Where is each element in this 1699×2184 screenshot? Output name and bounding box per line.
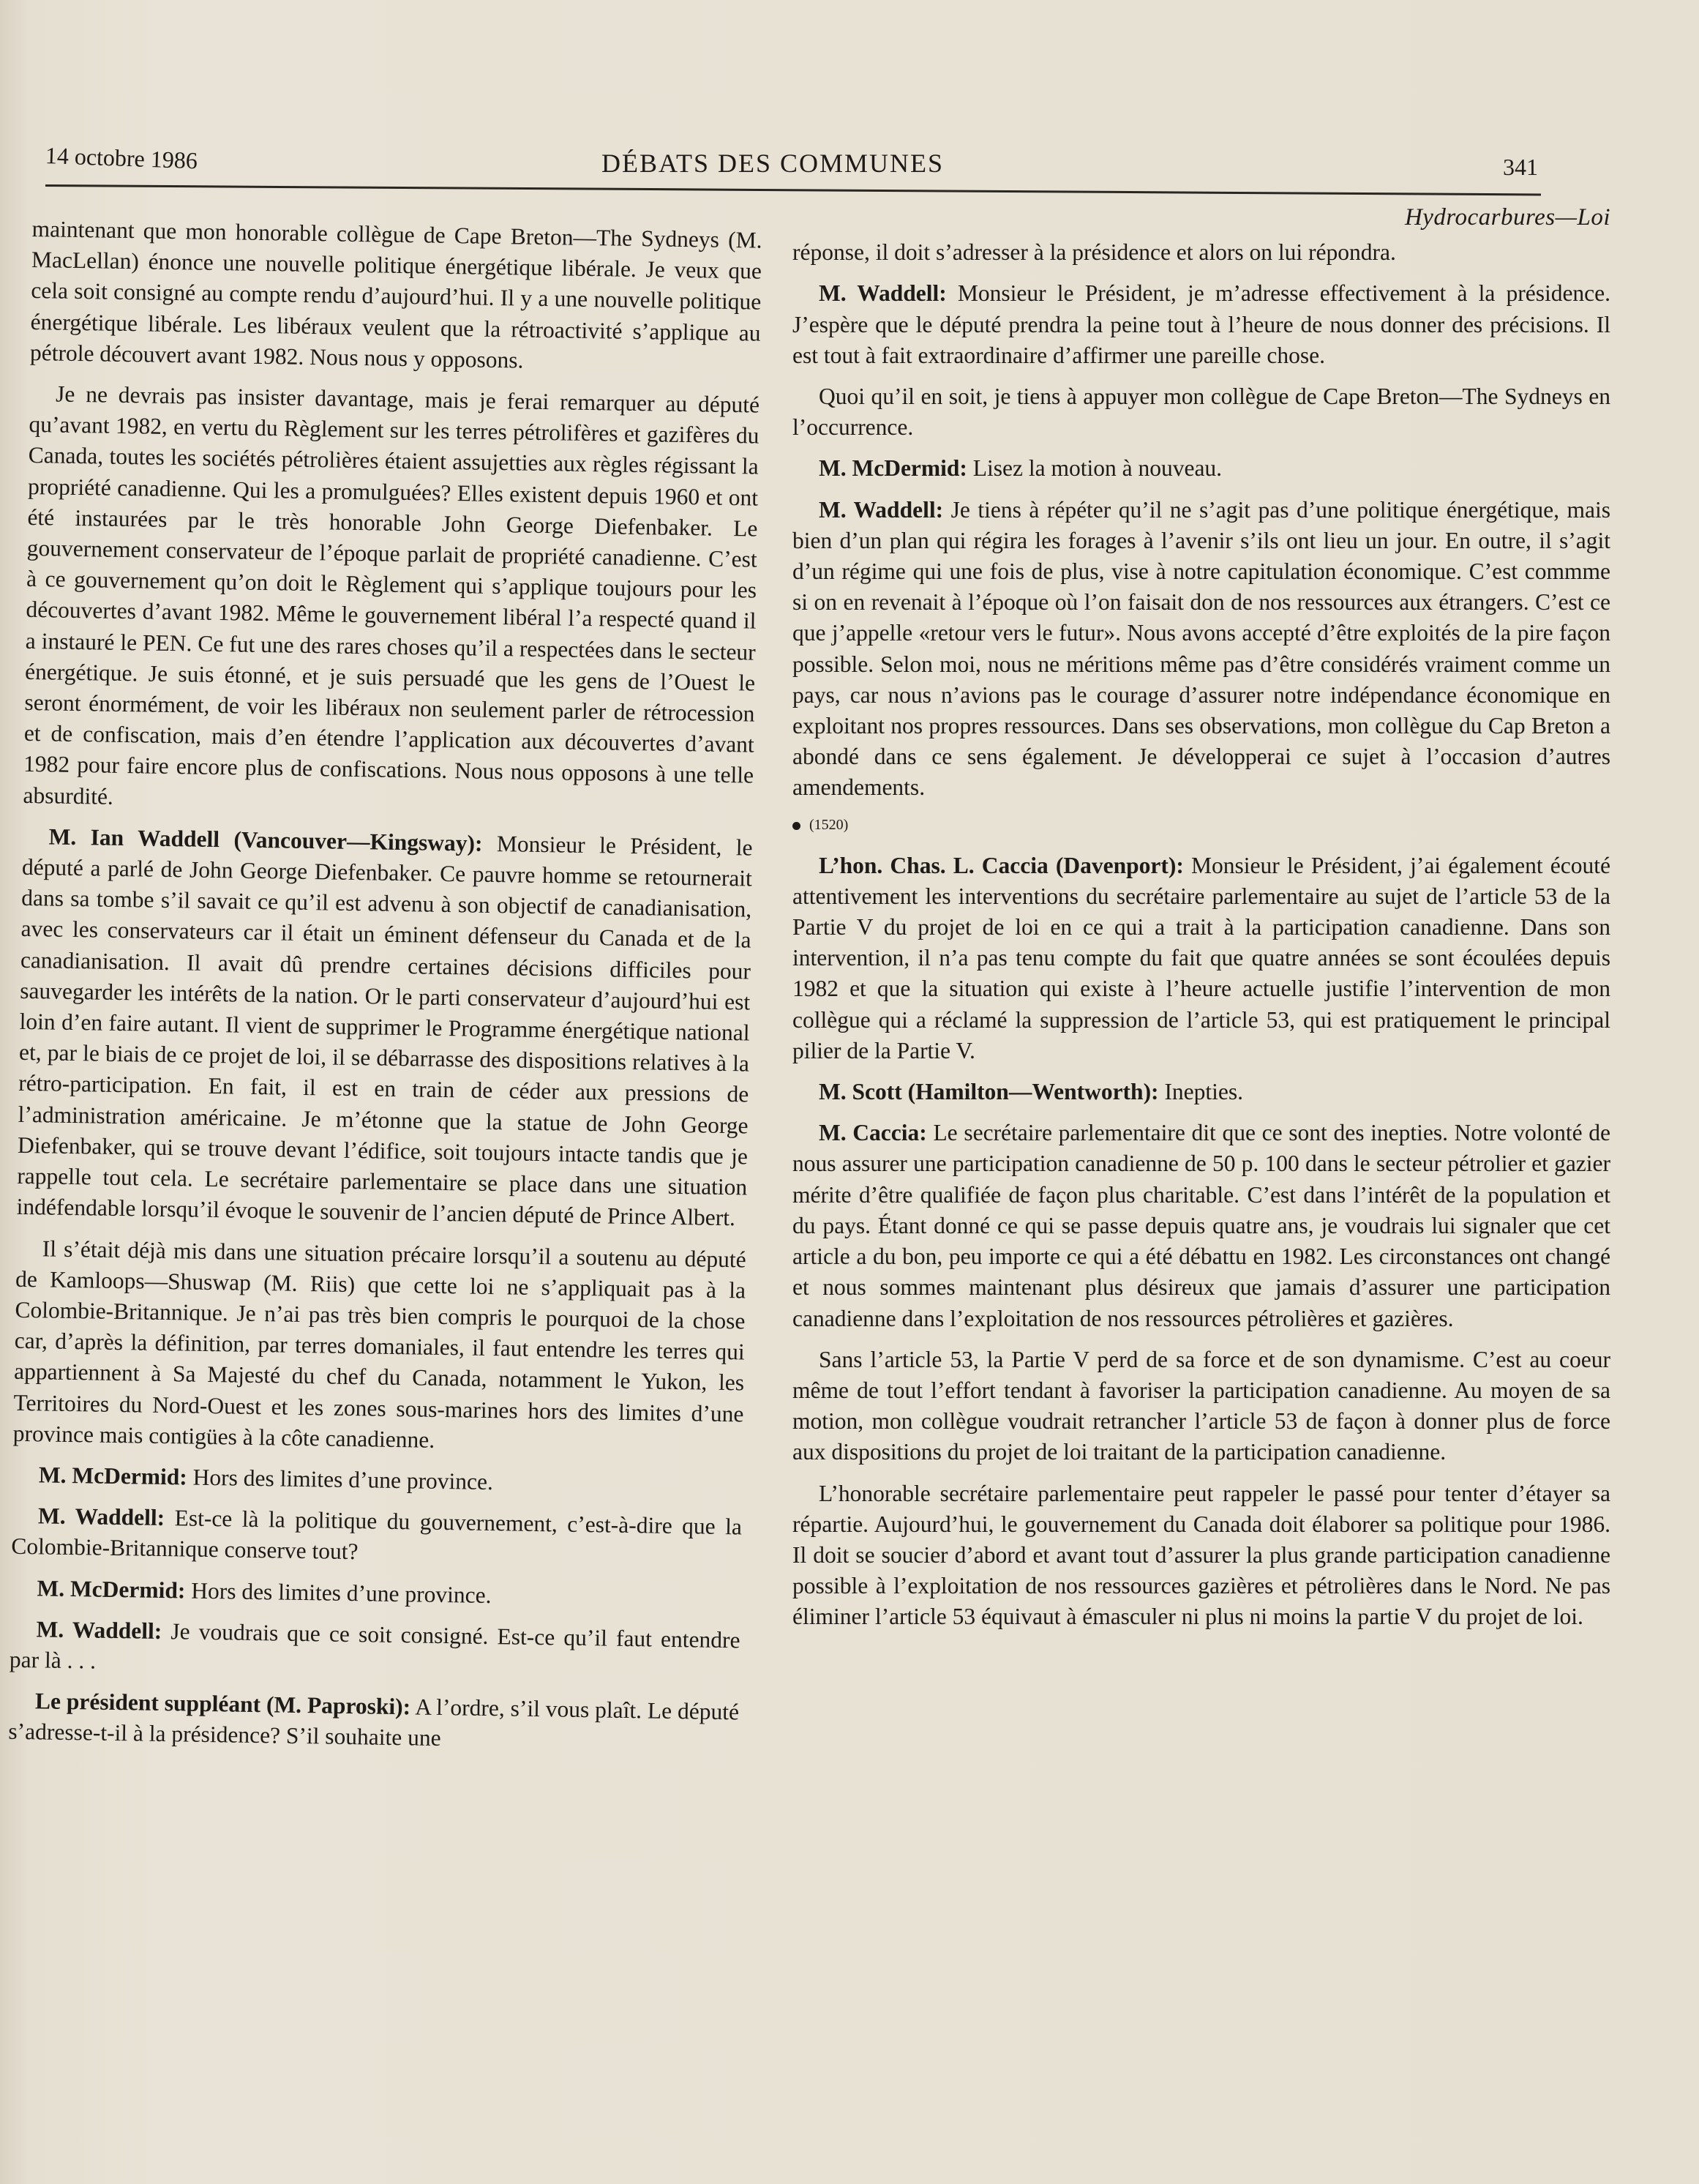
speaker-name: M. Scott (Hamilton—Wentworth): — [819, 1079, 1159, 1105]
speaker-name: M. Ian Waddell (Vancouver—Kingsway): — [48, 823, 483, 856]
speaker-name: M. McDermid: — [819, 455, 967, 482]
paragraph — [10, 1613, 740, 1686]
paragraph-text: Quoi qu’il en soit, je tiens à appuyer mon collègue de Cape Breton—The Sydneys en l’occurrence. — [792, 384, 1610, 441]
right-column-part-a — [792, 237, 1610, 803]
paragraph — [23, 378, 760, 822]
paragraph — [792, 278, 1610, 371]
right-column-part-b — [792, 850, 1610, 1633]
paragraph-text: Hors des limites d’une province. — [192, 1464, 494, 1495]
paragraph — [792, 1077, 1610, 1107]
page-number: 341 — [1503, 154, 1538, 180]
paragraph-text: L’honorable secrétaire parlementaire peut rappeler le passé pour tenter d’étayer sa répartie. Aujourd’hui, le gouvernement du Canada doit élaborer sa politique pour 1986. Il doit se soucier d’abord et avant tout d’assurer la plus grande participation canadienne possible à l’exploitation de nos ressources gazières et pétrolières dans le Nord. Ne pas éliminer l’article 53 équivaut à émasculer ni plus ni moins la partie V du projet de loi. — [792, 1480, 1610, 1630]
paragraph-text: Je tiens à répéter qu’il ne s’agit pas d’une politique énergétique, mais bien d’un plan qui régira les forages à l’avenir s’ils ont lieu un jour. En outre, il s’agit d’un régime qui une fois de plus, vise à notre capitulation économique. C’est commme si on en revenait à l’époque où l’on faisait don de nos ressources aux étrangers. C’est ce que j’appelle «retour vers le futur». Nous avons accepté d’être exploités de la pire façon possible. Selon moi, nous ne méritions même pas d’être considérés vraiment comme un pays, car nous n’avions pas le courage d’assurer notre indépendance économique en exploitant nos propres ressources. Dans ses observations, mon collègue du Cap Breton a abondé dans ce sens également. Je développerai ce sujet à l’occasion d’autres amendements. — [792, 496, 1611, 801]
paragraph-text: Je voudrais que ce soit consigné. Est-ce qu’il faut entendre par là . . . — [9, 1618, 740, 1674]
running-head — [45, 136, 1538, 187]
paragraph — [30, 214, 762, 380]
speaker-name: L’hon. Chas. L. Caccia (Davenport): — [819, 852, 1184, 878]
paragraph — [8, 1686, 739, 1759]
header-title: DÉBATS DES COMMUNES — [601, 149, 945, 178]
paragraph — [792, 1478, 1610, 1633]
paragraph-text: Il s’était déjà mis dans une situation précaire lorsqu’il a soutenu au député de Kamloops—Shuswap (M. Riis) que cette loi ne s’appliquait pas à la Colombie-Britannique. Je n’ai pas très bien compris le pourquoi de la chose car, d’après la définition, par terres domaniales, il faut entendre les terres qui appartiennent à Sa Majesté du chef du Canada, notamment le Yukon, les Territoires du Nord-Ouest et les zones sous-marines hors des limites d’une province mais contigües à la côte canadienne. — [12, 1235, 746, 1453]
paragraph-text: maintenant que mon honorable collègue de Cape Breton—The Sydneys (M. MacLellan) énonce une nouvelle politique énergétique libérale. Je veux que cela soit consigné au compte rendu d’aujourd’hui. Il y a une nouvelle politique énergétique libérale. Les libéraux veulent que la rétroactivité s’applique au pétrole découvert avant 1982. Nous nous y opposons. — [29, 215, 762, 373]
speaker-name: M. Caccia: — [819, 1120, 927, 1146]
paragraph — [792, 1118, 1610, 1334]
paragraph-text: Monsieur le Président, je m’adresse effectivement à la présidence. J’espère que le député prendra la peine tout à l’heure de nous donner des précisions. Il est tout à fait extraordinaire d’affirmer une pareille chose. — [792, 280, 1611, 368]
paragraph — [792, 381, 1610, 443]
speaker-name: Le président suppléant (M. Paproski): — [34, 1688, 411, 1720]
paragraph — [16, 821, 752, 1234]
paragraph-text: Sans l’article 53, la Partie V perd de sa force et de son dynamisme. C’est au coeur même de tout l’effort tendant à favoriser la participation canadienne. Au moyen de sa motion, mon collègue voudrait retrancher l’article 53 de façon à donner plus de force aux dispositions du projet de loi traitant de la participation canadienne. — [792, 1346, 1610, 1465]
paragraph-text: Monsieur le Président, le député a parlé de John George Diefenbaker. Ce pauvre homme se retournerait dans sa tombe s’il savait ce qu’il est advenu à son objectif de canadianisation, avec les conservateurs car il était un éminent défenseur du Canada et de la canadianisation. Il avait dû prendre certaines décisions difficiles pour sauvegarder les intérêts de la nation. Or le parti conservateur d’aujourd’hui est loin d’en faire autant. Il vient de supprimer le Programme énergétique national et, par le biais de ce projet de loi, il se débarrasse des dispositions relatives à la rétro-participation. En fait, il est en train de céder aux pressions de l’administration américaine. Je m’étonne que la statue de John George Diefenbaker, qui se trouve devant l’édifice, soit toujours intacte tandis que je rappelle tout cela. Le secrétaire parlementaire se place dans une situation indéfendable lorsqu’il évoque le souvenir de l’ancien député de Prince Albert. — [16, 830, 753, 1231]
speaker-name: M. Waddell: — [819, 280, 947, 307]
speaker-name: M. Waddell: — [37, 1503, 165, 1531]
speaker-name: M. McDermid: — [37, 1574, 186, 1604]
time-marker-text: (1520) — [809, 816, 849, 833]
speaker-name: M. McDermid: — [38, 1462, 188, 1490]
paragraph-text: Est-ce là la politique du gouvernement, c’est-à-dire que la Colombie-Britannique conserve tout? — [11, 1505, 743, 1565]
paragraph-text: Monsieur le Président, j’ai également écouté attentivement les interventions du secrétaire parlementaire au sujet de l’article 53 de la Partie V du projet de loi en ce qui a trait à la participation canadienne. Dans son intervention, il n’a pas tenu compte du fait que quatre années se sont écoulées depuis 1982 et que la situation qui existe à l’heure actuelle justifie l’intervention de mon collègue qui a réclamé la suppression de l’article 53, qui est pratiquement le principal pilier de la Partie V. — [792, 852, 1611, 1063]
left-column — [8, 214, 762, 1769]
paragraph-text: Inepties. — [1164, 1079, 1244, 1105]
bullet-icon — [792, 822, 800, 830]
right-column — [792, 204, 1611, 1643]
speaker-name: M. Waddell: — [819, 496, 944, 523]
paragraph — [792, 495, 1610, 804]
paragraph-text: A l’ordre, s’il vous plaît. Le député s’adresse-t-il à la présidence? S’il souhaite une — [8, 1694, 740, 1751]
paragraph-text: réponse, il doit s’adresser à la présidence et alors on lui répondra. — [792, 239, 1396, 266]
paragraph-text: Hors des limites d’une province. — [190, 1577, 492, 1608]
paragraph — [12, 1459, 743, 1502]
paragraph — [12, 1233, 746, 1460]
paragraph — [792, 453, 1610, 484]
paragraph-text: Lisez la motion à nouveau. — [972, 455, 1223, 482]
paragraph — [10, 1572, 741, 1615]
paragraph — [11, 1500, 742, 1574]
paragraph-text: Le secrétaire parlementaire dit que ce sont des inepties. Notre volonté de nous assurer une participation canadienne de 50 p. 100 dans le secteur pétrolier et gazier mérite d’être qualifiée de façon plus charitable. C’est dans l’intérêt de la population et du pays. Étant donné ce qui se passe depuis quatre ans, je voudrais lui signaler que cet article a du bon, peu importe ce qui a été débattu en 1982. Les circonstances ont changé et nous sommes maintenant plus désireux que jamais d’assurer une participation canadienne dans l’exploitation de nos ressources pétrolières et gazières. — [792, 1120, 1610, 1331]
paragraph — [792, 1345, 1610, 1468]
paragraph — [792, 237, 1610, 268]
paragraph-text: Je ne devrais pas insister davantage, mais je ferai remarquer au député qu’avant 1982, en vertu du Règlement sur les terres pétrolifères et gazifères du Canada, toutes les sociétés pétrolières étaient assujetties aux règles régissant la propriété canadienne. Qui les a promulguées? Elles existent depuis 1960 et ont été instaurées par le très honorable John George Diefenbaker. Le gouvernement conservateur de l’époque parlait de propriété canadienne. C’est à ce gouvernement qu’on doit le Règlement qui s’applique toujours pour les découvertes d’avant 1982. Même le gouvernement libéral l’a respecté quand il a instauré le PEN. Ce fut une des rares choses qu’il a respectées dans le secteur énergétique. Je suis étonné, et je suis persuadé que les gens de l’Ouest le seront énormément, de voir les libéraux non seulement parler de rétrocession et de confiscation, mais d’en étendre l’application aux découvertes d’avant 1982 pour faire encore plus de confiscations. Nous nous opposons à une telle absurdité. — [23, 381, 760, 809]
speaker-name: M. Waddell: — [36, 1616, 162, 1644]
paragraph — [792, 850, 1610, 1066]
subject-heading: Hydrocarbures—Loi — [1404, 204, 1610, 231]
time-marker — [792, 814, 1610, 836]
header-date: 14 octobre 1986 — [45, 142, 198, 174]
